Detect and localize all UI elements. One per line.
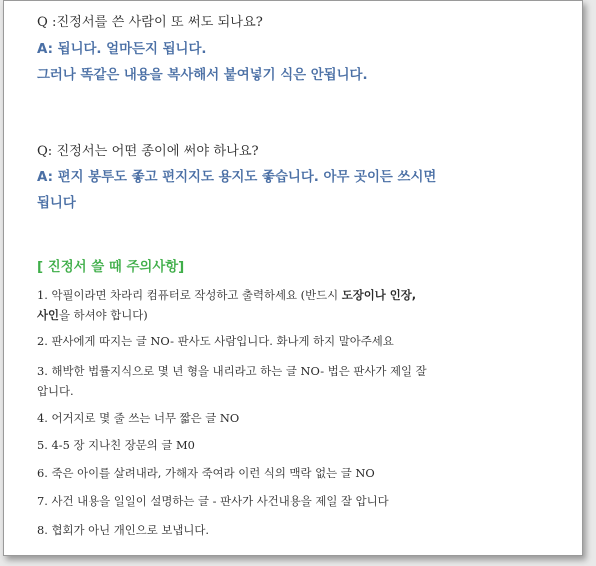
list-item-6: 6. 죽은 아이를 살려내라, 가해자 죽여라 이런 식의 맥락 없는 글 NO — [37, 466, 375, 480]
list-item-1-emphasis-2: 사인 — [37, 308, 60, 322]
list-item-1-line2 — [37, 305, 560, 325]
list-item-1-text: 1. 악필이라면 차라리 컴퓨터로 작성하고 출력하세요 (반드시 — [37, 288, 342, 302]
list-item-2: 2. 판사에게 따지는 글 NO- 판사도 사람입니다. 화나게 하지 말아주세요 — [37, 334, 394, 348]
list-item-7: 7. 사건 내용을 일일이 설명하는 글 - 판사가 사건내용을 제일 잘 압니다 — [37, 494, 389, 508]
list-item-5: 5. 4-5 장 지나친 장문의 글 M0 — [37, 438, 195, 452]
question-1: Q :진정서를 쓴 사람이 또 써도 되나요? — [37, 15, 263, 30]
list-item-3 — [37, 361, 560, 401]
list-item-3-line1: 3. 해박한 법률지식으로 몇 년 형을 내리라고 하는 글 NO- 법은 판사가 제일 잘 — [37, 364, 427, 378]
answer-2 — [37, 165, 560, 217]
answer-1 — [37, 37, 560, 89]
list-item-1-emphasis: 도장이나 인장, — [341, 288, 417, 302]
list-item-1 — [37, 285, 560, 325]
answer-1-line1: A: 됩니다. 얼마든지 됩니다. — [37, 42, 207, 57]
list-item-3-line2: 압니다. — [37, 384, 74, 398]
document-page — [3, 0, 583, 556]
answer-1-line2: 그러나 똑같은 내용을 복사해서 붙여넣기 식은 안됩니다. — [37, 68, 368, 83]
list-item-8: 8. 협회가 아닌 개인으로 보냅니다. — [37, 523, 210, 537]
list-item-1-line1 — [37, 285, 560, 305]
list-item-1-text-2: 을 하셔야 합니다) — [59, 308, 148, 322]
list-item-4: 4. 어거지로 몇 줄 쓰는 너무 짧은 글 NO — [37, 411, 240, 425]
section-title: [ 진정서 쓸 때 주의사항] — [37, 260, 185, 275]
question-2: Q: 진정서는 어떤 종이에 써야 하나요? — [37, 144, 259, 159]
answer-2-line1: A: 편지 봉투도 좋고 편지지도 용지도 좋습니다. 아무 곳이든 쓰시면 — [37, 170, 437, 185]
answer-2-line2: 됩니다 — [37, 196, 76, 211]
